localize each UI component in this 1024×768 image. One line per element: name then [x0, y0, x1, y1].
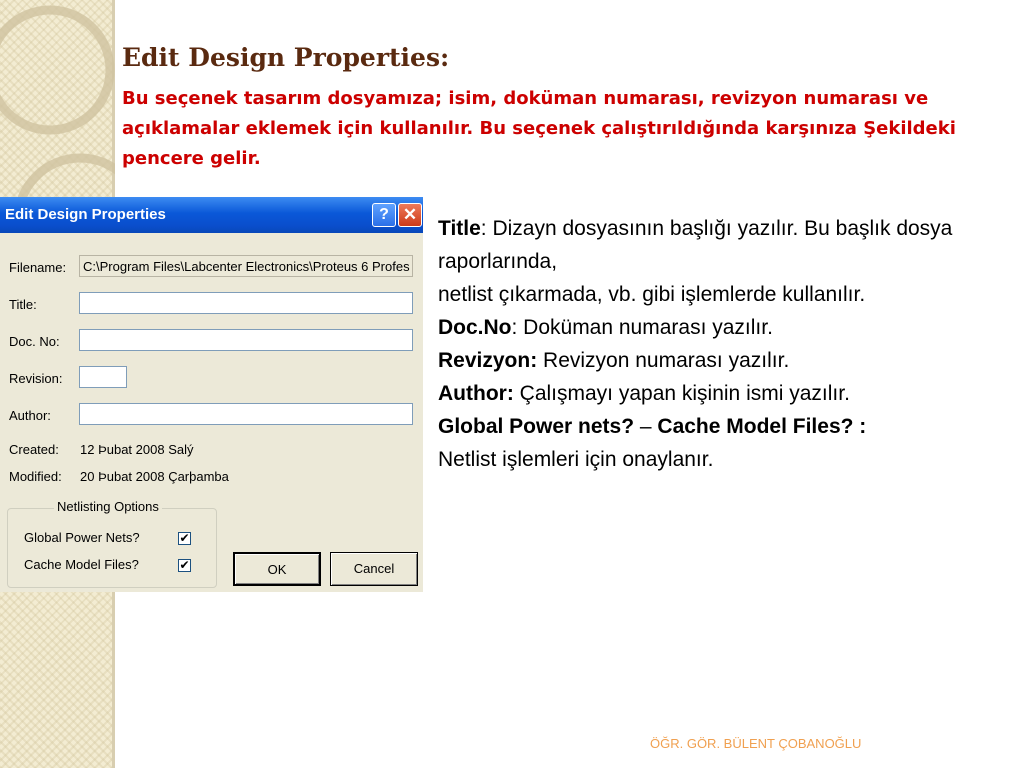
explanation-text [438, 212, 1008, 476]
filename-value: C:\Program Files\Labcenter Electronics\Proteus 6 Profes [83, 259, 410, 274]
docno-term: Doc.No [438, 316, 512, 339]
docno-input[interactable] [79, 329, 413, 351]
title-note-cont: netlist çıkarmada, vb. gibi işlemlerde kullanılır. [438, 283, 866, 306]
ok-button[interactable]: OK [233, 552, 321, 586]
global-power-nets-label: Global Power Nets? [24, 530, 140, 545]
filename-label: Filename: [9, 260, 67, 275]
author-label: Author: [9, 408, 51, 423]
global-power-nets-checkbox[interactable] [178, 532, 191, 545]
cache-term: Cache Model Files? : [657, 415, 867, 438]
dialog-title: Edit Design Properties [5, 206, 166, 223]
author-input[interactable] [79, 403, 413, 425]
revizyon-desc: Revizyon numarası yazılır. [537, 349, 790, 372]
dialog-titlebar[interactable] [0, 197, 423, 233]
author-desc: Çalışmayı yapan kişinin ismi yazılır. [513, 382, 850, 405]
title-note [438, 212, 1008, 278]
title-term: Title [438, 217, 481, 240]
title-label: Title: [9, 297, 37, 312]
checkmark-icon: ✔ [179, 558, 190, 572]
title-desc-1: : Dizayn dosyasının başlığı yazılır. Bu başlık dosya raporlarında, [438, 217, 953, 273]
help-icon: ? [379, 206, 389, 223]
created-value: 12 Þubat 2008 Salý [80, 442, 194, 457]
slide-subtitle: Bu seçenek tasarım dosyamıza; isim, doküman numarası, revizyon numarası ve açıklamalar eklemek için kullanılır. Bu seçenek çalıştırıldığında karşınıza Şekildeki pencere gelir. [122, 88, 956, 169]
filename-field [79, 255, 413, 277]
revision-label: Revision: [9, 371, 63, 386]
netlisting-options-group [7, 508, 217, 588]
revizyon-term: Revizyon: [438, 349, 538, 372]
cache-model-files-checkbox[interactable] [178, 559, 191, 572]
revision-input[interactable] [79, 366, 127, 388]
final-note: Netlist işlemleri için onaylanır. [438, 448, 714, 471]
footer-author: ÖĞR. GÖR. BÜLENT ÇOBANOĞLU [650, 736, 862, 751]
modified-value: 20 Þubat 2008 Çarþamba [80, 469, 229, 484]
global-term: Global Power nets? [438, 415, 635, 438]
author-term: Author: [438, 382, 514, 405]
slide-title: Edit Design Properties: [122, 43, 450, 72]
edit-design-properties-dialog [0, 197, 423, 592]
docno-label: Doc. No: [9, 334, 60, 349]
cache-model-files-label: Cache Model Files? [24, 557, 139, 572]
modified-label: Modified: [9, 469, 62, 484]
netlisting-options-legend: Netlisting Options [54, 499, 162, 514]
options-note [438, 410, 1008, 443]
created-label: Created: [9, 442, 59, 457]
title-input[interactable] [79, 292, 413, 314]
author-note [438, 377, 1008, 410]
docno-desc: : Doküman numarası yazılır. [511, 316, 773, 339]
dash: – [634, 415, 658, 438]
docno-note [438, 311, 1008, 344]
close-icon: ✕ [402, 205, 418, 224]
revizyon-note [438, 344, 1008, 377]
cancel-button[interactable]: Cancel [330, 552, 418, 586]
checkmark-icon: ✔ [179, 531, 190, 545]
close-button[interactable] [398, 203, 422, 227]
help-button[interactable] [372, 203, 396, 227]
